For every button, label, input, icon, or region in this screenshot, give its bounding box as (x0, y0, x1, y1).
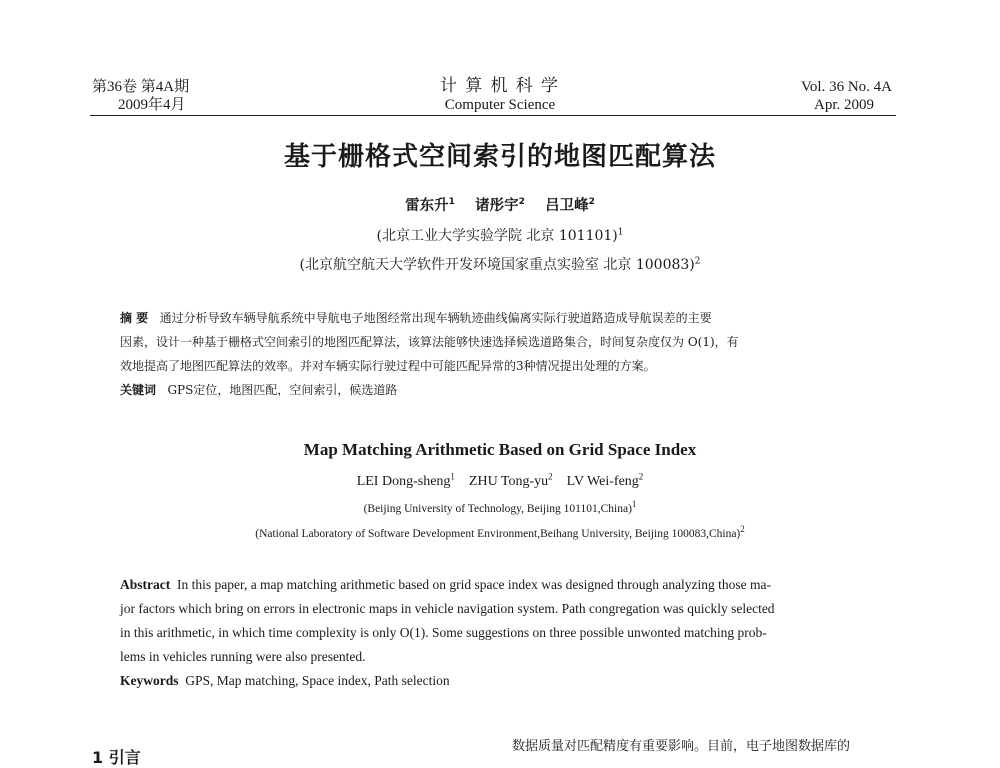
affiliation-cn-2: (北京航空航天大学软件开发环境国家重点实验室 北京 100083)$^2$ (299, 256, 701, 273)
author-en-2: ZHU Tong-$yu^2$ (468, 471, 553, 489)
header-journal-cn: 计 算 机 科 学 (440, 76, 560, 95)
body-text-right-column: 数据质量对匹配精度有重要影响。目前，电子地图数据库的 (512, 739, 851, 754)
keywords-cn: 关键词 GPS定位，地图匹配，空间索引，候选道路 (120, 383, 398, 397)
header-date-cn: 2009年4月 (118, 97, 186, 113)
affiliation-cn-1: (北京工业大学实验学院 北京 101101)$^1$ (376, 227, 624, 244)
header-journal-en: Computer Science (444, 97, 556, 113)
abstract-cn-line: 因素，设计一种基于栅格式空间索引的地图匹配算法，该算法能够快速选择候选道路集合，时间复杂度仅为 O(1)，有 (120, 335, 739, 349)
keywords-en: Keywords GPS, Map matching, Space index, Path selection (120, 673, 450, 688)
abstract-en-line: lems in vehicles running were also presented. (120, 649, 366, 664)
abstract-cn-line: 效地提高了地图匹配算法的效率。并对车辆实际行驶过程中可能匹配异常的3种情况提出处理的方案。 (120, 359, 656, 373)
title-cn: 基于栅格式空间索引的地图匹配算法 (283, 142, 716, 172)
header-volume-issue-cn: 第36卷 第4A期 (92, 79, 190, 95)
affiliation-en-2: (National Laboratory of Software Development Environment,Beihang University, Beijing 100083,China)$^2$ (255, 524, 745, 540)
abstract-cn (120, 306, 890, 402)
abstract-cn-line: 摘 要 通过分析导致车辆导航系统中导航电子地图经常出现车辆轨迹曲线偏离实际行驶道路造成导航误差的主要 (120, 311, 712, 325)
author-cn-1: 雷东升$^1$ (405, 197, 455, 214)
affiliation-en-1: (Beijing University of Technology, Beijing 101101,China)$^1$ (363, 499, 637, 515)
section-heading-introduction: 1 引言 (92, 748, 141, 767)
abstract-en-line: Abstract In this paper, a map matching arithmetic based on grid space index was designed through analyzing those ma- (120, 577, 772, 592)
abstract-en (120, 573, 892, 693)
author-cn-2: 诸彤宇$^2$ (475, 197, 525, 214)
author-cn-3: 吕卫峰$^2$ (545, 197, 595, 214)
authors-en (0, 471, 1000, 490)
title-en: Map Matching Arithmetic Based on Grid Space Index (303, 440, 697, 459)
header-volume-issue-en: Vol. 36 No. 4A (801, 79, 892, 95)
abstract-en-line: jor factors which bring on errors in electronic maps in vehicle navigation system. Path congregation was quickly selected (120, 601, 775, 616)
abstract-en-label: Abstract (120, 577, 171, 592)
abstract-en-line: in this arithmetic, in which time complexity is only O(1). Some suggestions on three possible unwonted matching prob- (120, 625, 767, 640)
keywords-cn-label: 关键词 (120, 383, 157, 397)
author-en-1: LEI Dong-sheng$^1$ (356, 471, 455, 489)
authors-cn (0, 194, 1000, 215)
author-en-3: LV Wei-feng$^2$ (566, 471, 644, 489)
header-date-en: Apr. 2009 (814, 97, 874, 113)
abstract-cn-label: 摘 要 (120, 311, 149, 325)
keywords-en-label: Keywords (120, 673, 179, 688)
header-rule (90, 115, 896, 116)
